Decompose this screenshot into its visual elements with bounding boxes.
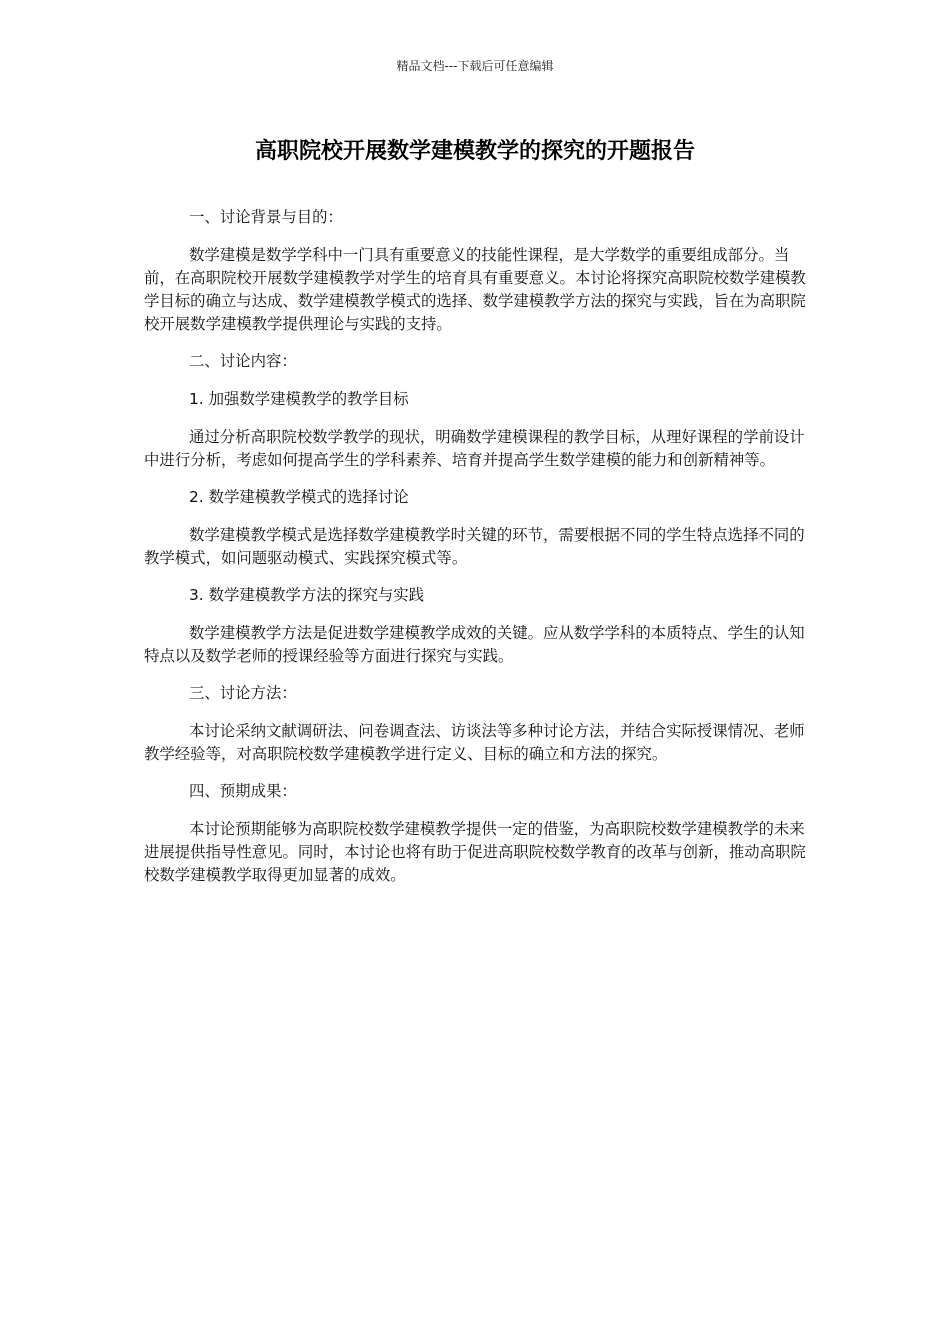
document-body bbox=[144, 206, 806, 901]
paragraph-teaching-goals: 通过分析高职院校数学教学的现状，明确数学建模课程的教学目标，从理好课程的学前设计中进行分析，考虑如何提高学生的学科素养、培育并提高学生数学建模的能力和创新精神等。 bbox=[144, 428, 805, 469]
subheading-teaching-goals: 1. 加强数学建模教学的教学目标 bbox=[189, 390, 409, 408]
paragraph-teaching-methods: 数学建模教学方法是促进数学建模教学成效的关键。应从数学学科的本质特点、学生的认知特点以及数学老师的授课经验等方面进行探究与实践。 bbox=[144, 624, 805, 665]
section-heading-content: 二、讨论内容： bbox=[189, 352, 297, 370]
section-heading-methods: 三、讨论方法： bbox=[189, 684, 297, 702]
subheading-teaching-methods: 3. 数学建模教学方法的探究与实践 bbox=[189, 586, 425, 604]
subheading-teaching-modes: 2. 数学建模教学模式的选择讨论 bbox=[189, 488, 409, 506]
paragraph-outcomes: 本讨论预期能够为高职院校数学建模教学提供一定的借鉴，为高职院校数学建模教学的未来进展提供指导性意见。同时，本讨论也将有助于促进高职院校数学教育的改革与创新，推动高职院校数学建模教学取得更加显著的成效。 bbox=[144, 820, 806, 884]
document-title: 高职院校开展数学建模教学的探究的开题报告 bbox=[254, 139, 695, 164]
section-heading-background: 一、讨论背景与目的： bbox=[189, 208, 343, 226]
paragraph-methods: 本讨论采纳文献调研法、问卷调查法、访谈法等多种讨论方法，并结合实际授课情况、老师教学经验等，对高职院校数学建模教学进行定义、目标的确立和方法的探究。 bbox=[144, 722, 805, 763]
paragraph-teaching-modes: 数学建模教学模式是选择数学建模教学时关键的环节，需要根据不同的学生特点选择不同的教学模式，如问题驱动模式、实践探究模式等。 bbox=[144, 526, 805, 567]
section-heading-outcomes: 四、预期成果： bbox=[189, 782, 297, 800]
header-note: 精品文档---下载后可任意编辑 bbox=[396, 59, 554, 73]
paragraph-background: 数学建模是数学学科中一门具有重要意义的技能性课程，是大学数学的重要组成部分。当前，在高职院校开展数学建模教学对学生的培育具有重要意义。本讨论将探究高职院校数学建模教学目标的确立与达成、数学建模教学模式的选择、数学建模教学方法的探究与实践，旨在为高职院校开展数学建模教学提供理论与实践的支持。 bbox=[144, 246, 806, 333]
